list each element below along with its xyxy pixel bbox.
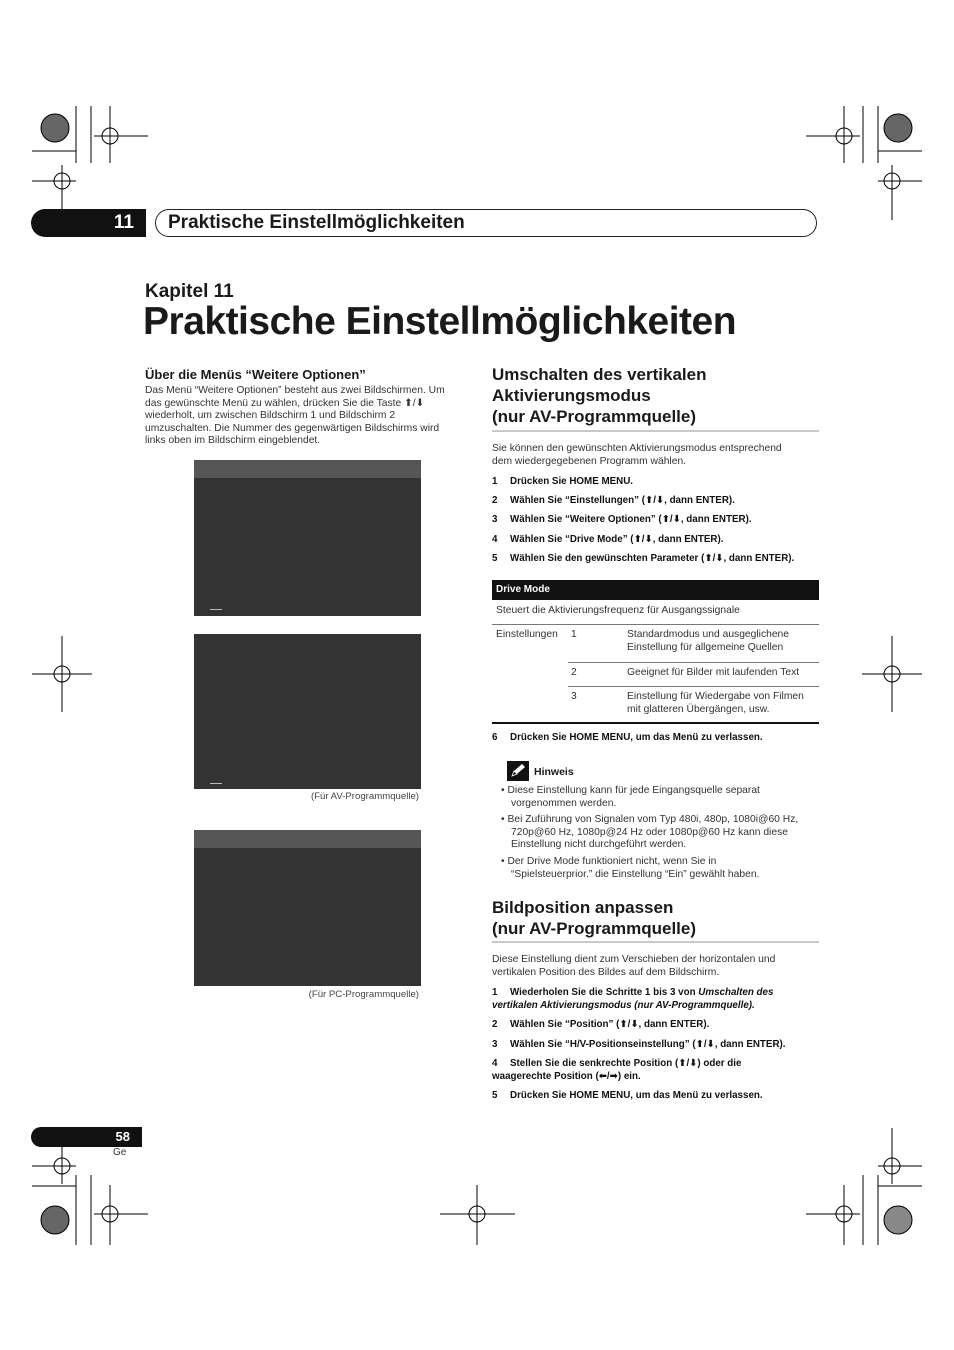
step-number: 5 <box>492 553 498 564</box>
note-text: Diese Einstellung kann für jede Eingangsquelle separat <box>507 785 760 796</box>
paragraph-line: das gewünschte Menü zu wählen, drücken Sie die Taste ⬆/⬇ <box>145 397 425 409</box>
menu-screen-titlebar <box>194 830 421 848</box>
step-number: 6 <box>492 732 498 743</box>
step-2-position <box>492 1018 709 1031</box>
drive-mode-table-header: Drive Mode <box>492 580 819 600</box>
paragraph-line: Sie können den gewünschten Aktivierungsmodus entsprechend <box>492 443 782 454</box>
paragraph-line: vertikalen Position des Bildes auf dem Bildschirm. <box>492 966 720 978</box>
step-5-position <box>492 1089 763 1102</box>
note-line <box>511 827 836 840</box>
step-text: Wiederholen Sie die Schritte 1 bis 3 von <box>510 987 699 998</box>
paragraph-line: Das Menü “Weitere Optionen” besteht aus zwei Bildschirmen. Um <box>145 385 445 396</box>
chapter-header-title: Praktische Einstellmöglichkeiten <box>168 212 465 233</box>
table-row-description <box>627 628 789 654</box>
menu-screen-titlebar <box>194 460 421 478</box>
step-number: 2 <box>492 1019 498 1030</box>
step-text: Wählen Sie “H/V-Positionseinstellung” (⬆/⬇, dann ENTER). <box>510 1039 786 1050</box>
step-text: Wählen Sie “Position” (⬆/⬇, dann ENTER). <box>510 1019 710 1030</box>
caption-pc-source: (Für PC-Programmquelle) <box>308 989 419 1000</box>
table-row-description <box>627 690 804 716</box>
note-text: 720p@60 Hz, 1080p@24 Hz oder 1080p@60 Hz kann diese <box>511 826 788 838</box>
section-title-line: Umschalten des vertikalen <box>492 365 707 384</box>
paragraph-line: umzuschalten. Die Nummer des gegenwärtigen Bildschirms wird <box>145 422 440 434</box>
note-line: • Diese Einstellung kann für jede Eingangsquelle separat <box>501 785 760 796</box>
cell-line: Standardmodus und ausgeglichene <box>627 629 790 640</box>
step-line <box>492 1057 822 1070</box>
menu-screen-marker <box>210 609 222 610</box>
paragraph-line: links oben im Bildschirm eingeblendet. <box>145 435 321 447</box>
drive-mode-description: Steuert die Aktivierungsfrequenz für Ausgangssignale <box>496 605 740 616</box>
table-row-description: Geeignet für Bilder mit laufenden Text <box>627 667 800 678</box>
section-title-line: (nur AV-Programmquelle) <box>492 919 697 938</box>
step-number: 2 <box>492 495 498 506</box>
step-5 <box>492 552 794 565</box>
step-number: 1 <box>492 987 498 998</box>
step-text-italic: Umschalten des <box>698 987 774 998</box>
note-text: vorgenommen werden. <box>511 797 617 809</box>
note-item <box>501 814 836 852</box>
note-line: • Der Drive Mode funktioniert nicht, wenn Sie in <box>501 856 717 867</box>
step-2 <box>492 494 735 507</box>
step-text: waagerechte Position (⬅/➡) ein. <box>492 1071 641 1082</box>
section-title-line: Bildposition anpassen <box>492 898 674 917</box>
note-line <box>511 798 831 811</box>
menu-screen-marker <box>210 783 222 784</box>
step-3-position <box>492 1038 786 1051</box>
caption-av-source: (Für AV-Programmquelle) <box>310 791 419 802</box>
section1-intro <box>492 443 822 468</box>
table-divider <box>568 662 819 663</box>
table-divider <box>568 686 819 687</box>
cell-line: Einstellung für allgemeine Quellen <box>627 642 784 653</box>
paragraph-line: wiederholt, um zwischen Bildschirm 1 und Bildschirm 2 <box>145 410 396 422</box>
cell-line: Einstellung für Wiedergabe von Filmen <box>627 691 804 702</box>
step-1-position <box>492 986 822 1012</box>
step-number: 4 <box>492 534 498 545</box>
note-text: “Spielsteuerprior.” die Einstellung “Ein” gewählt haben. <box>511 868 760 880</box>
step-6 <box>492 731 763 744</box>
table-settings-label: Einstellungen <box>496 629 558 640</box>
section-rule <box>492 430 819 432</box>
step-number: 3 <box>492 1039 498 1050</box>
step-4-position <box>492 1057 822 1083</box>
section-rule <box>492 941 819 943</box>
table-row-value: 1 <box>571 629 577 640</box>
step-4 <box>492 533 723 546</box>
step-number: 4 <box>492 1058 498 1069</box>
section-title-drive-mode <box>492 364 706 427</box>
table-bottom-rule <box>492 722 819 724</box>
table-divider <box>492 624 819 625</box>
step-number: 1 <box>492 476 498 487</box>
note-text: Bei Zuführung von Signalen vom Typ 480i, 480p, 1080i@60 Hz, <box>507 814 799 825</box>
note-line <box>511 869 831 882</box>
table-row-value: 3 <box>571 691 577 702</box>
language-code: Ge <box>113 1147 127 1158</box>
note-text: Der Drive Mode funktioniert nicht, wenn Sie in <box>507 856 717 867</box>
intro-paragraph <box>145 385 475 448</box>
section-title-line: Aktivierungsmodus <box>492 386 651 405</box>
note-item <box>501 856 831 881</box>
step-text: Wählen Sie “Weitere Optionen” (⬆/⬇, dann ENTER). <box>510 514 752 525</box>
step-text: Wählen Sie “Drive Mode” (⬆/⬇, dann ENTER). <box>510 534 724 545</box>
section-title-image-position <box>492 897 696 939</box>
kapitel-label: Kapitel 11 <box>145 281 234 302</box>
step-3 <box>492 513 752 526</box>
step-line <box>492 986 822 999</box>
paragraph-line: dem wiedergegebenen Programm wählen. <box>492 455 687 467</box>
step-1 <box>492 475 633 488</box>
cell-line: mit glatteren Übergängen, usw. <box>627 704 770 715</box>
table-row-value: 2 <box>571 667 577 678</box>
paragraph-line: Diese Einstellung dient zum Verschieben der horizontalen und <box>492 954 776 965</box>
step-text: Wählen Sie den gewünschten Parameter (⬆/⬇, dann ENTER). <box>510 553 795 564</box>
menu-screen-2 <box>194 634 421 789</box>
step-line <box>492 999 822 1012</box>
note-text: Einstellung nicht durchgeführt werden. <box>511 839 687 851</box>
step-text: Drücken Sie HOME MENU, um das Menü zu verlassen. <box>510 732 763 743</box>
note-item <box>501 785 831 810</box>
note-pencil-icon <box>507 761 529 781</box>
menu-screen-1 <box>194 460 421 616</box>
page-title: Praktische Einstellmöglichkeiten <box>143 300 737 343</box>
section-heading-menus: Über die Menüs “Weitere Optionen” <box>145 367 366 382</box>
step-text-italic: vertikalen Aktivierungsmodus (nur AV-Programmquelle). <box>492 1000 755 1011</box>
step-number: 3 <box>492 514 498 525</box>
step-text: Stellen Sie die senkrechte Position (⬆/⬇) oder die <box>510 1058 742 1069</box>
section2-intro <box>492 954 822 979</box>
menu-screen-pc <box>194 830 421 986</box>
note-line <box>511 839 836 852</box>
section-title-line: (nur AV-Programmquelle) <box>492 407 697 426</box>
step-text: Wählen Sie “Einstellungen” (⬆/⬇, dann ENTER). <box>510 495 735 506</box>
note-line: • Bei Zuführung von Signalen vom Typ 480i, 480p, 1080i@60 Hz, <box>501 814 799 825</box>
step-text: Drücken Sie HOME MENU. <box>510 476 634 487</box>
chapter-number-tab: 11 <box>31 209 146 237</box>
page-number: 58 <box>31 1127 142 1147</box>
note-title: Hinweis <box>534 766 574 778</box>
step-number: 5 <box>492 1090 498 1101</box>
step-text: Drücken Sie HOME MENU, um das Menü zu verlassen. <box>510 1090 763 1101</box>
